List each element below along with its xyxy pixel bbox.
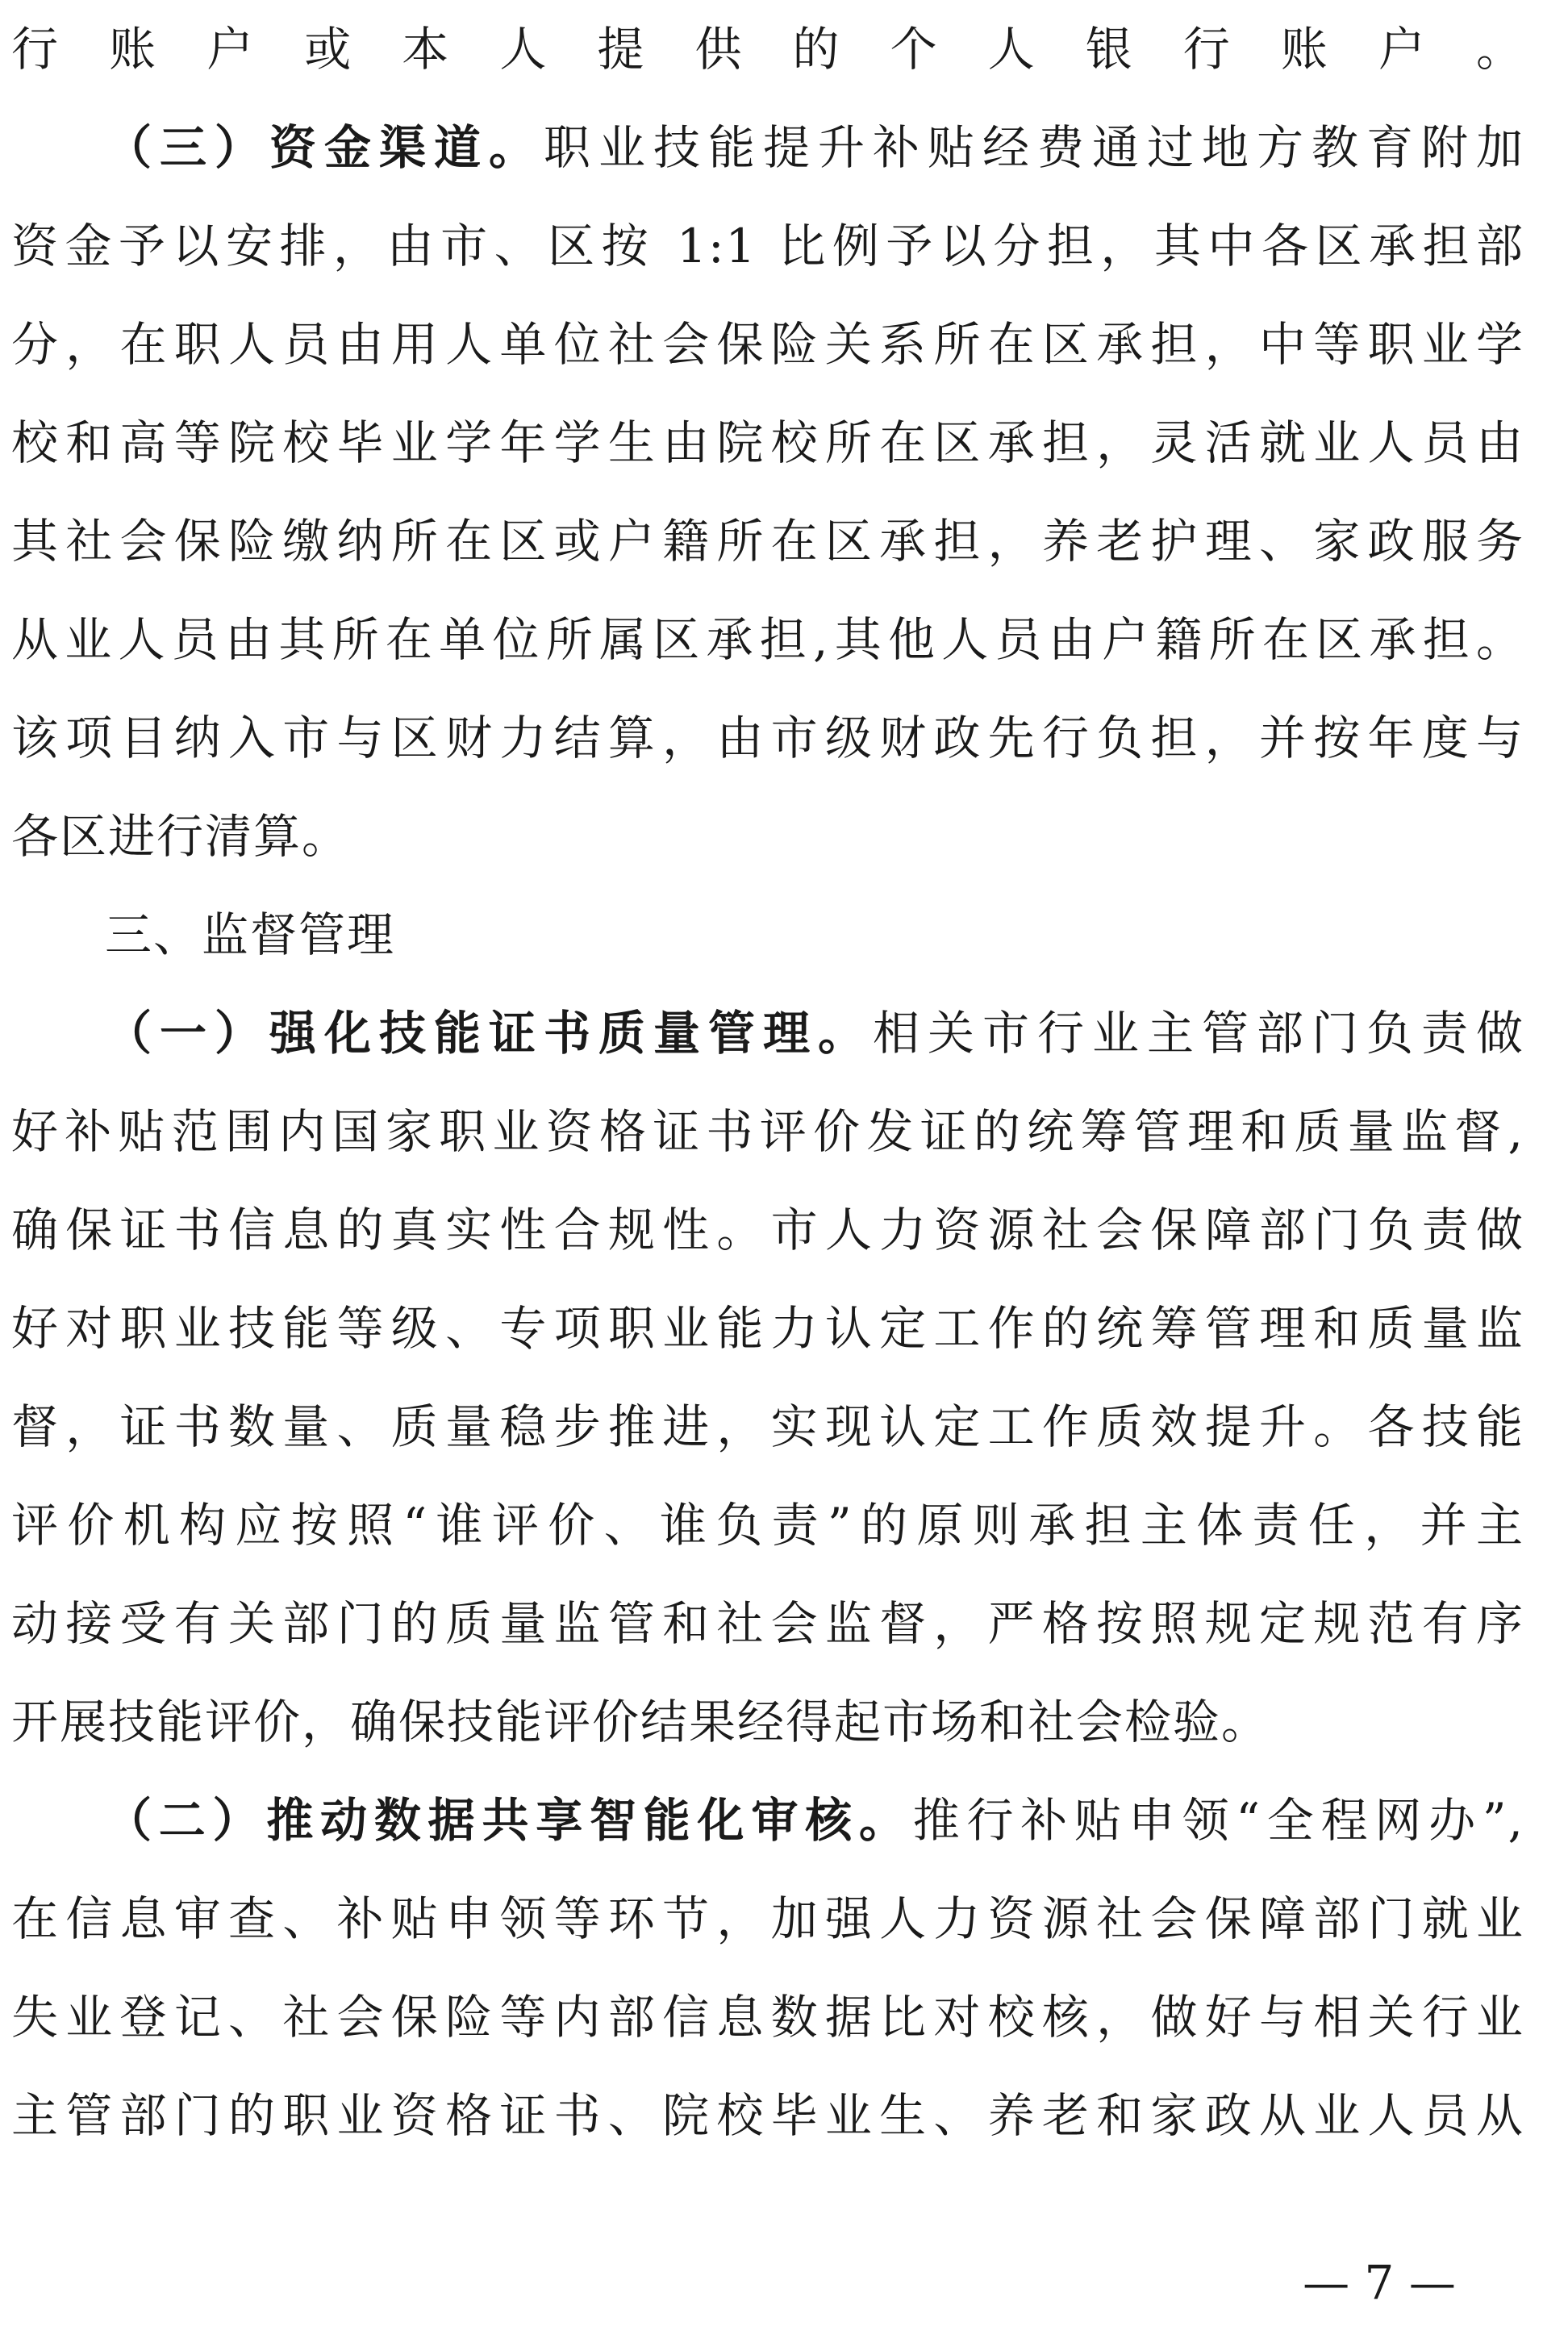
section-title-supervision [105, 886, 1524, 984]
paragraph-line [11, 2066, 1524, 2165]
paragraph-line [11, 1574, 1524, 1673]
line-text: 从业人员由其所在单位所属区承担,其他人员由户籍所在区承担。 [11, 612, 1524, 667]
line-text: 其社会保险缴纳所在区或户籍所在区承担，养老护理、家政服务 [11, 514, 1524, 569]
paragraph-line [11, 787, 1524, 886]
paragraph-line [11, 1378, 1524, 1476]
paragraph-line [11, 197, 1524, 295]
paragraph-line [11, 1870, 1524, 1968]
section-title-text: 三、监督管理 [105, 907, 396, 962]
line-text: 该项目纳入市与区财力结算，由市级财政先行负担，并按年度与 [11, 711, 1524, 765]
paragraph-line [11, 0, 1524, 98]
paragraph-line [11, 689, 1524, 787]
line-text: 确保证书信息的真实性合规性。市人力资源社会保障部门负责做 [11, 1203, 1524, 1257]
paragraph-line [11, 1279, 1524, 1378]
line-text: 评价机构应按照“谁评价、谁负责”的原则承担主体责任，并主 [11, 1498, 1524, 1553]
paragraph-line [11, 295, 1524, 394]
section-heading-data-sharing [105, 1771, 1524, 1870]
line-text: 在信息审查、补贴申领等环节，加强人力资源社会保障部门就业 [11, 1891, 1524, 1946]
section-heading-certificate-quality [105, 984, 1524, 1082]
paragraph-line [11, 1968, 1524, 2066]
page-number: — 7 — [1303, 2255, 1456, 2310]
section-heading-label: （一）强化技能证书质量管理。 [105, 1006, 873, 1061]
section-heading-label: （二）推动数据共享智能化审核。 [105, 1793, 913, 1848]
section-heading-funding-channel [105, 98, 1524, 197]
line-text: 校和高等院校毕业学年学生由院校所在区承担，灵活就业人员由 [11, 415, 1524, 470]
paragraph-line [11, 1181, 1524, 1279]
line-text: 推行补贴申领“全程网办”, [912, 1793, 1524, 1848]
line-text: 分，在职人员由用人单位社会保险关系所在区承担，中等职业学 [11, 317, 1524, 372]
line-text: 职业技能提升补贴经费通过地方教育附加 [544, 120, 1524, 175]
line-text: 督，证书数量、质量稳步推进，实现认定工作质效提升。各技能 [11, 1399, 1524, 1454]
paragraph-line [11, 394, 1524, 492]
line-text: 动接受有关部门的质量监管和社会监督，严格按照规定规范有序 [11, 1596, 1524, 1651]
line-text: 好对职业技能等级、专项职业能力认定工作的统筹管理和质量监 [11, 1301, 1524, 1356]
paragraph-line [11, 492, 1524, 590]
line-text: 各区进行清算。 [11, 809, 351, 864]
line-text: 开展技能评价，确保技能评价结果经得起市场和社会检验。 [11, 1695, 1270, 1749]
paragraph-line [11, 1082, 1524, 1181]
section-heading-label: （三）资金渠道。 [105, 120, 544, 175]
line-text: 资金予以安排，由市、区按 1:1 比例予以分担，其中各区承担部 [11, 219, 1524, 273]
line-text: 行账户或本人提供的个人银行账户。 [11, 22, 1524, 77]
line-text: 好补贴范围内国家职业资格证书评价发证的统筹管理和质量监督, [11, 1104, 1524, 1159]
line-text: 失业登记、社会保险等内部信息数据比对校核，做好与相关行业 [11, 1990, 1524, 2045]
line-text: 相关市行业主管部门负责做 [872, 1006, 1524, 1061]
paragraph-line [11, 590, 1524, 689]
line-text: 主管部门的职业资格证书、院校毕业生、养老和家政从业人员从 [11, 2088, 1524, 2143]
paragraph-line [11, 1476, 1524, 1574]
paragraph-line [11, 1673, 1524, 1771]
